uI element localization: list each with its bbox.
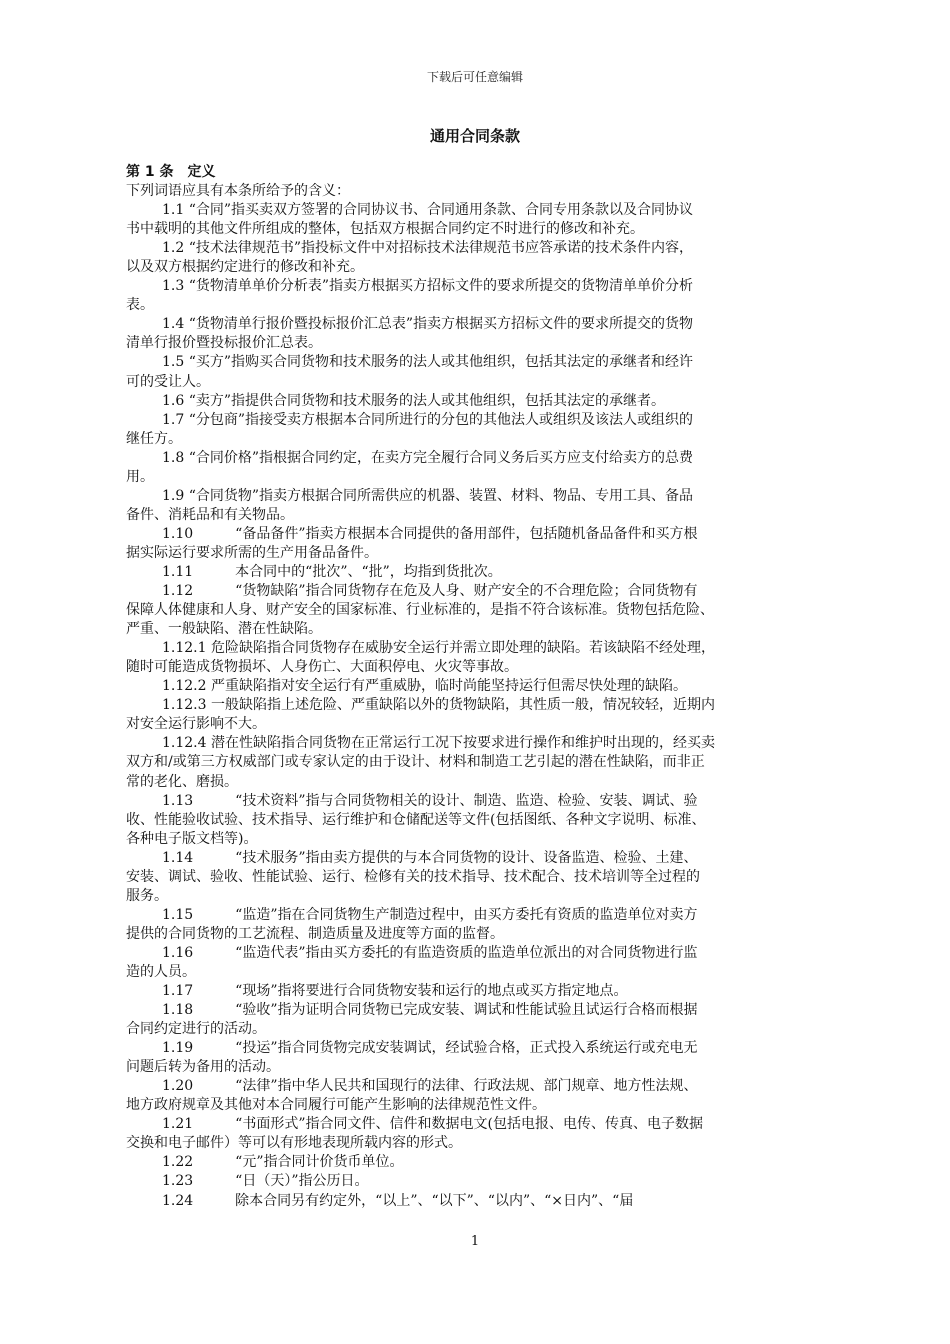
text-line: 1.18 “验收”指为证明合同货物已完成安装、调试和性能试验且试运行合格而根据: [162, 1002, 698, 1019]
text-line: 1.15 “监造”指在合同货物生产制造过程中，由买方委托有资质的监造单位对卖方: [162, 906, 698, 923]
text-line: 各种电子版文档等)。: [126, 830, 258, 847]
text-line: 随时可能造成货物损坏、人身伤亡、大面积停电、火灾等事故。: [126, 659, 518, 676]
text-line: 提供的合同货物的工艺流程、制造质量及进度等方面的监督。: [126, 925, 504, 942]
text-line: 安装、调试、验收、性能试验、运行、检修有关的技术指导、技术配合、技术培训等全过程的: [126, 868, 700, 885]
text-line: 清单行报价暨投标报价汇总表。: [126, 335, 322, 352]
text-line: 1.17 “现场”指将要进行合同货物安装和运行的地点或买方指定地点。: [162, 983, 628, 1000]
text-line: 1.12.3 一般缺陷指上述危险、严重缺陷以外的货物缺陷，其性质一般，情况较轻，近期内: [162, 697, 715, 714]
text-line: 造的人员。: [126, 963, 196, 980]
text-line: 1.3 “货物清单单价分析表”指卖方根据买方招标文件的要求所提交的货物清单单价分析: [162, 278, 694, 295]
text-line: 服务。: [126, 887, 168, 904]
text-line: 1.13 “技术资料”指与合同货物相关的设计、制造、监造、检验、安装、调试、验: [162, 792, 698, 809]
text-line: 备件、消耗品和有关物品。: [126, 506, 294, 523]
text-line: 表。: [126, 297, 154, 314]
text-line: 对安全运行影响不大。: [126, 716, 266, 733]
text-line: 1.5 “买方”指购买合同货物和技术服务的法人或其他组织，包括其法定的承继者和经许: [162, 354, 694, 371]
text-line: 问题后转为备用的活动。: [126, 1059, 280, 1076]
text-line: 交换和电子邮件）等可以有形地表现所载内容的形式。: [126, 1135, 462, 1152]
text-line: 保障人体健康和人身、财产安全的国家标准、行业标准的，是指不符合该标准。货物包括危险、: [126, 602, 714, 619]
text-line: 1.12 “货物缺陷”指合同货物存在危及人身、财产安全的不合理危险；合同货物有: [162, 583, 698, 600]
text-line: 严重、一般缺陷、潜在性缺陷。: [126, 621, 322, 638]
text-line: 以及双方根据约定进行的修改和补充。: [126, 259, 364, 276]
document-title: 通用合同条款: [429, 127, 520, 145]
text-line: 双方和/或第三方权威部门或专家认定的由于设计、材料和制造工艺引起的潜在性缺陷，而非正: [126, 754, 705, 771]
text-line: 1.4 “货物清单行报价暨投标报价汇总表”指卖方根据买方招标文件的要求所提交的货物: [162, 316, 694, 333]
text-line: 1.10 “备品备件”指卖方根据本合同提供的备用部件，包括随机备品备件和买方根: [162, 525, 698, 542]
text-line: 可的受让人。: [126, 373, 210, 390]
document-body: [126, 163, 826, 1211]
text-line: 常的老化、磨损。: [126, 773, 238, 790]
text-line: 1.7 “分包商”指接受卖方根据本合同所进行的分包的其他法人或组织及该法人或组织的: [162, 411, 694, 428]
text-line: 1.21 “书面形式”指合同文件、信件和数据电文(包括电报、电传、传真、电子数据: [162, 1116, 703, 1133]
text-line: 1.14 “技术服务”指由卖方提供的与本合同货物的设计、设备监造、检验、土建、: [162, 849, 698, 866]
text-line: 据实际运行要求所需的生产用备品备件。: [126, 544, 378, 561]
page-number: 1: [470, 1234, 480, 1249]
page-header: 下载后可任意编辑: [426, 70, 523, 84]
section-heading: 第 1 条 定义: [126, 164, 216, 180]
text-line: 合同约定进行的活动。: [126, 1021, 266, 1038]
text-line: 1.11 本合同中的“批次”、“批”，均指到货批次。: [162, 563, 502, 580]
text-line: 1.24 除本合同另有约定外，“以上”、“以下”、“以内”、“×日内”、“届: [162, 1192, 634, 1209]
text-line: 继任方。: [126, 430, 182, 447]
text-line: 书中载明的其他文件所组成的整体，包括双方根据合同约定不时进行的修改和补充。: [126, 221, 644, 238]
text-line: 1.12.4 潜在性缺陷指合同货物在正常运行工况下按要求进行操作和维护时出现的，经买卖: [162, 735, 715, 752]
text-line: 1.16 “监造代表”指由买方委托的有监造资质的监造单位派出的对合同货物进行监: [162, 944, 698, 961]
text-line: 1.12.1 危险缺陷指合同货物存在威胁安全运行并需立即处理的缺陷。若该缺陷不经处理，: [162, 640, 715, 657]
text-line: 地方政府规章及其他对本合同履行可能产生影响的法律规范性文件。: [126, 1097, 546, 1114]
text-line: 1.8 “合同价格”指根据合同约定，在卖方完全履行合同义务后买方应支付给卖方的总费: [162, 449, 694, 466]
text-line: 1.22 “元”指合同计价货币单位。: [162, 1154, 404, 1171]
text-line: 下列词语应具有本条所给予的含义：: [126, 183, 350, 200]
text-line: 1.23 “日（天）”指公历日。: [162, 1173, 369, 1190]
text-line: 1.9 “合同货物”指卖方根据合同所需供应的机器、装置、材料、物品、专用工具、备品: [162, 487, 694, 504]
text-line: 用。: [126, 468, 154, 485]
text-line: 1.19 “投运”指合同货物完成安装调试，经试验合格，正式投入系统运行或充电无: [162, 1040, 698, 1057]
text-line: 收、性能验收试验、技术指导、运行维护和仓储配送等文件(包括图纸、各种文字说明、标准、: [126, 811, 706, 828]
text-line: 1.12.2 严重缺陷指对安全运行有严重威胁，临时尚能坚持运行但需尽快处理的缺陷。: [162, 678, 687, 695]
text-line: 1.1 “合同”指买卖双方签署的合同协议书、合同通用条款、合同专用条款以及合同协议: [162, 202, 694, 219]
text-line: 1.2 “技术法律规范书”指投标文件中对招标技术法律规范书应答承诺的技术条件内容，: [162, 240, 694, 257]
text-line: 1.20 “法律”指中华人民共和国现行的法律、行政法规、部门规章、地方性法规、: [162, 1078, 698, 1095]
text-line: 1.6 “卖方”指提供合同货物和技术服务的法人或其他组织，包括其法定的承继者。: [162, 392, 666, 409]
